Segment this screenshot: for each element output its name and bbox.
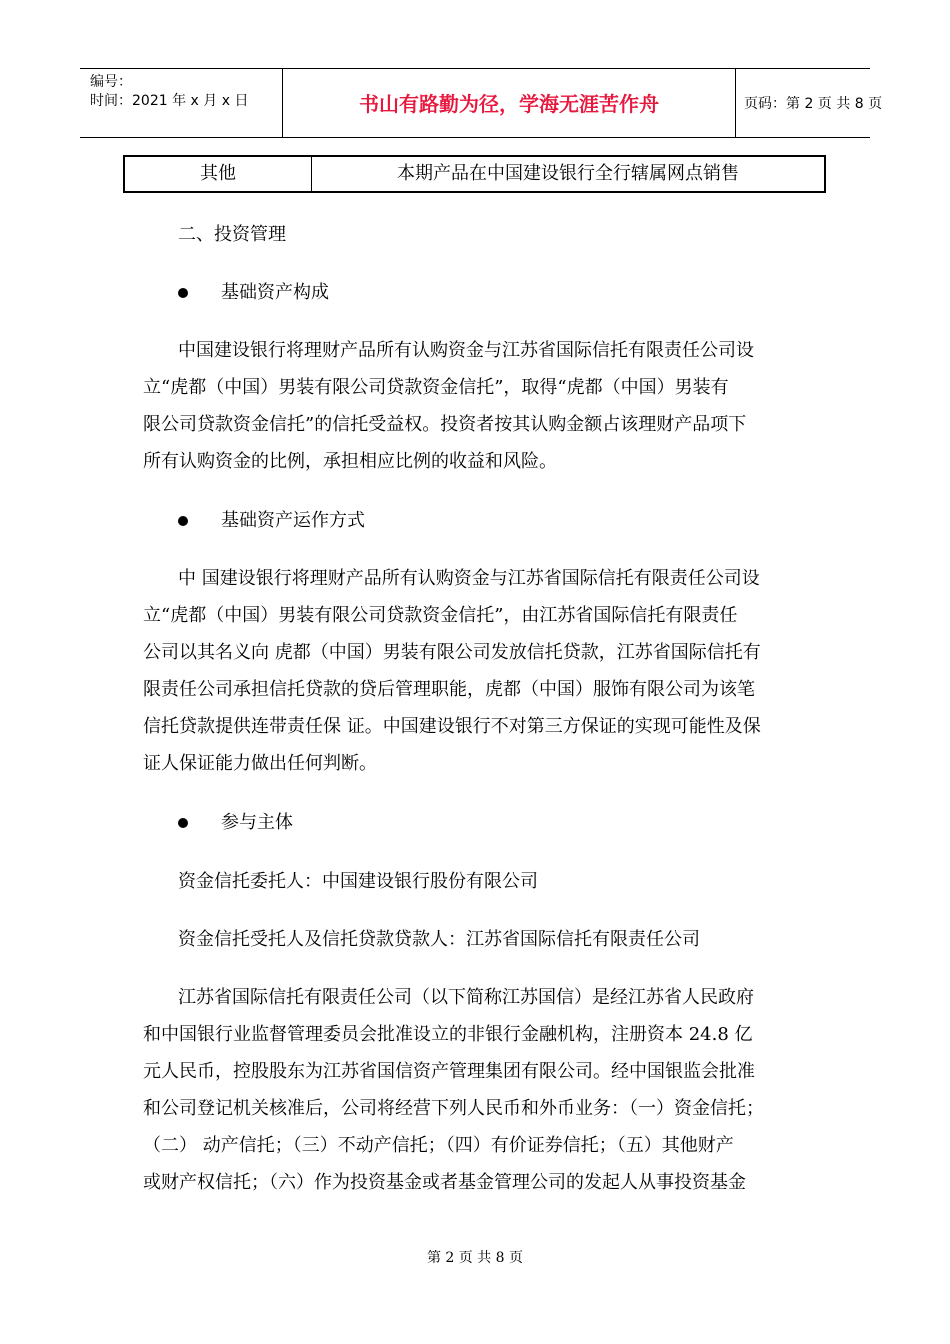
paragraph-line: 和公司登记机关核准后，公司将经营下列人民币和外币业务：（一）资金信托； [143, 1098, 764, 1119]
motto: 书山有路勤为径，学海无涯苦作舟 [359, 92, 659, 116]
time-label: 时间：2021 年 x 月 x 日 [90, 93, 249, 109]
bullet-heading-asset-operation: 基础资产运作方式 [221, 510, 365, 531]
bullet-heading-participants: 参与主体 [221, 812, 293, 833]
table-label-cell: 其他 [125, 157, 312, 191]
paragraph-line: 中国建设银行将理财产品所有认购资金与江苏省国际信托有限责任公司设 [178, 340, 754, 361]
table-value-cell: 本期产品在中国建设银行全行辖属网点销售 [397, 163, 739, 184]
bullet-heading-asset-composition: 基础资产构成 [221, 282, 329, 303]
paragraph-line: 江苏省国际信托有限责任公司（以下简称江苏国信）是经江苏省人民政府 [178, 987, 754, 1008]
bullet-icon [178, 288, 188, 298]
trustee-line: 资金信托受托人及信托贷款贷款人：江苏省国际信托有限责任公司 [178, 929, 700, 950]
paragraph-line: 元人民币，控股股东为江苏省国信资产管理集团有限公司。经中国银监会批准 [143, 1061, 755, 1082]
paragraph-line: 立“虎都（中国）男装有限公司贷款资金信托”，由江苏省国际信托有限责任 [143, 605, 738, 626]
paragraph-line: 立“虎都（中国）男装有限公司贷款资金信托”，取得“虎都（中国）男装有 [143, 377, 729, 398]
header-meta [80, 69, 283, 137]
page-label: 页码：第 2 页 共 8 页 [744, 96, 883, 112]
page-header [80, 68, 883, 138]
bullet-icon [178, 818, 188, 828]
paragraph-line: 限公司贷款资金信托”的信托受益权。投资者按其认购金额占该理财产品项下 [143, 414, 747, 435]
paragraph-line: 和中国银行业监督管理委员会批准设立的非银行金融机构，注册资本 24.8 亿 [143, 1024, 753, 1045]
paragraph-line: 限责任公司承担信托贷款的贷后管理职能，虎都（中国）服饰有限公司为该笔 [143, 679, 755, 700]
paragraph-line: 信托贷款提供连带责任保 证。中国建设银行不对第三方保证的实现可能性及保 [143, 716, 761, 737]
info-table [123, 155, 826, 193]
paragraph-line: 公司以其名义向 虎都（中国）男装有限公司发放信托贷款，江苏省国际信托有 [143, 642, 761, 663]
paragraph-line: 中 国建设银行将理财产品所有认购资金与江苏省国际信托有限责任公司设 [178, 568, 760, 589]
trustor-line: 资金信托委托人：中国建设银行股份有限公司 [178, 871, 538, 892]
header-page-cell [736, 69, 883, 137]
paragraph-line: 或财产权信托；（六）作为投资基金或者基金管理公司的发起人从事投资基金 [143, 1172, 746, 1193]
header-motto-cell [283, 69, 736, 137]
section-title: 二、投资管理 [178, 224, 286, 245]
page-footer: 第 2 页 共 8 页 [426, 1250, 524, 1266]
paragraph-line: （二） 动产信托；（三）不动产信托；（四）有价证券信托；（五）其他财产 [143, 1135, 734, 1156]
bullet-icon [178, 516, 188, 526]
number-label: 编号： [90, 74, 132, 90]
paragraph-line: 所有认购资金的比例，承担相应比例的收益和风险。 [143, 451, 557, 472]
paragraph-line: 证人保证能力做出任何判断。 [143, 753, 377, 774]
